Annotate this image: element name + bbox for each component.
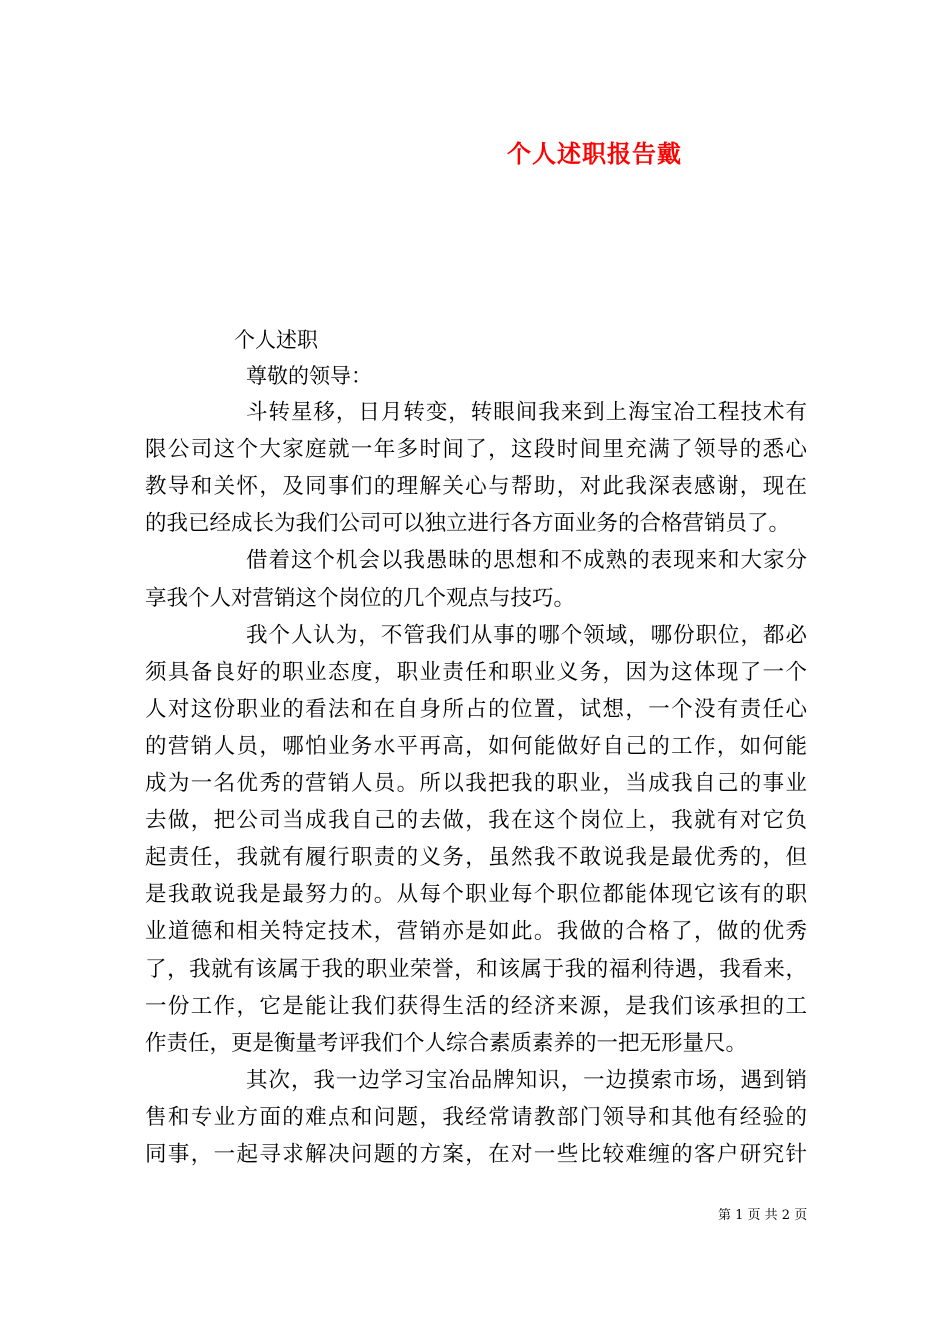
body-text-line: 享我个人对营销这个岗位的几个观点与技巧。	[145, 585, 576, 611]
page-number: 第 1 页 共 2 页	[718, 1208, 808, 1223]
body-text-line: 同事，一起寻求解决问题的方案，在对一些比较难缠的客户研究针	[145, 1142, 807, 1167]
body-text-line: 其次，我一边学习宝冶品牌知识，一边摸索市场，遇到销	[246, 1067, 807, 1093]
body-text-line: 我个人认为，不管我们从事的哪个领域，哪份职位，都必	[246, 622, 807, 648]
body-text-line: 一份工作，它是能让我们获得生活的经济来源，是我们该承担的工	[145, 993, 807, 1019]
body-text-line: 是我敢说我是最努力的。从每个职业每个职位都能体现它该有的职	[145, 882, 807, 908]
body-text-line: 教导和关怀，及同事们的理解关心与帮助，对此我深表感谢，现在	[145, 474, 807, 500]
body-text-line: 成为一名优秀的营销人员。所以我把我的职业，当成我自己的事业	[145, 771, 807, 796]
body-text-line: 了，我就有该属于我的职业荣誉，和该属于我的福利待遇，我看来，	[145, 956, 807, 982]
body-text-line: 作责任，更是衡量考评我们个人综合素质素养的一把无形量尺。	[145, 1030, 748, 1056]
body-text-line: 借着这个机会以我愚昧的思想和不成熟的表现来和大家分	[246, 548, 807, 574]
body-text-line: 人对这份职业的看法和在自身所占的位置，试想，一个没有责任心	[145, 696, 807, 722]
body-text-line: 的我已经成长为我们公司可以独立进行各方面业务的合格营销员了。	[145, 511, 791, 537]
body-text-line: 斗转星移，日月转变，转眼间我来到上海宝冶工程技术有	[246, 400, 807, 425]
body-text-line: 去做，把公司当成我自己的去做，我在这个岗位上，我就有对它负	[145, 808, 807, 834]
body-text-line: 须具备良好的职业态度，职业责任和职业义务，因为这体现了一个	[145, 659, 807, 685]
body-text-line: 起责任，我就有履行职责的义务，虽然我不敢说我是最优秀的，但	[145, 845, 807, 871]
body-text-line: 限公司这个大家庭就一年多时间了，这段时间里充满了领导的悉心	[145, 437, 807, 463]
body-text-line: 的营销人员，哪怕业务水平再高，如何能做好自己的工作，如何能	[145, 733, 807, 759]
body-text-line: 业道德和相关特定技术，营销亦是如此。我做的合格了，做的优秀	[145, 919, 807, 945]
body-text-line: 售和专业方面的难点和问题，我经常请教部门领导和其他有经验的	[145, 1104, 807, 1130]
document-title: 个人述职报告戴	[507, 139, 682, 168]
salutation: 尊敬的领导：	[246, 364, 372, 388]
document-heading: 个人述职	[234, 328, 318, 352]
